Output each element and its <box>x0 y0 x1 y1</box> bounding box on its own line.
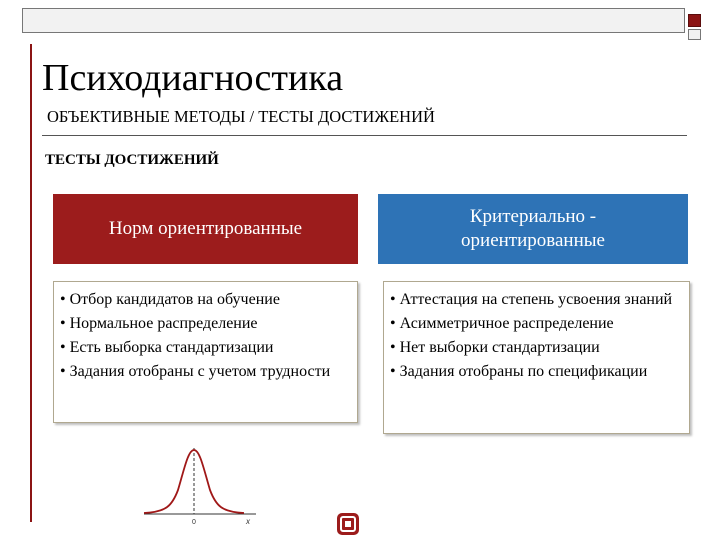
left-vertical-rule <box>30 44 32 522</box>
list-item: • Нормальное распределение <box>60 315 258 332</box>
list-item: • Аттестация на степень усвоения знаний <box>390 291 673 308</box>
corner-gray-box <box>688 29 701 40</box>
list-item: • Отбор кандидатов на обучение <box>60 291 280 308</box>
list-item: • Асимметричное распределение <box>390 315 614 332</box>
origin-label: 0 <box>192 519 196 526</box>
slide-subtitle: ОБЪЕКТИВНЫЕ МЕТОДЫ / ТЕСТЫ ДОСТИЖЕНИЙ <box>47 107 435 126</box>
section-heading: ТЕСТЫ ДОСТИЖЕНИЙ <box>45 152 219 168</box>
criterion-oriented-list <box>383 281 690 434</box>
list-item: • Нет выборки стандартизации <box>390 339 600 356</box>
title-divider <box>42 135 687 136</box>
list-item: • Задания отобраны с учетом трудности <box>60 363 331 380</box>
normal-distribution-figure <box>138 440 260 528</box>
slide-title: Психодиагностика <box>42 57 344 99</box>
criterion-oriented-header <box>378 194 688 264</box>
list-item: • Есть выборка стандартизации <box>60 339 274 356</box>
list-item: • Задания отобраны по спецификации <box>390 363 648 380</box>
norm-oriented-header <box>53 194 358 264</box>
norm-oriented-header-label: Норм ориентированные <box>108 218 303 239</box>
logo-icon <box>336 512 360 536</box>
top-decorative-bar <box>22 8 685 33</box>
x-axis-label: x <box>246 517 250 526</box>
norm-oriented-list <box>53 281 358 423</box>
corner-red-square <box>688 14 701 27</box>
criterion-oriented-header-label: Критериально - ориентированные <box>461 206 605 251</box>
